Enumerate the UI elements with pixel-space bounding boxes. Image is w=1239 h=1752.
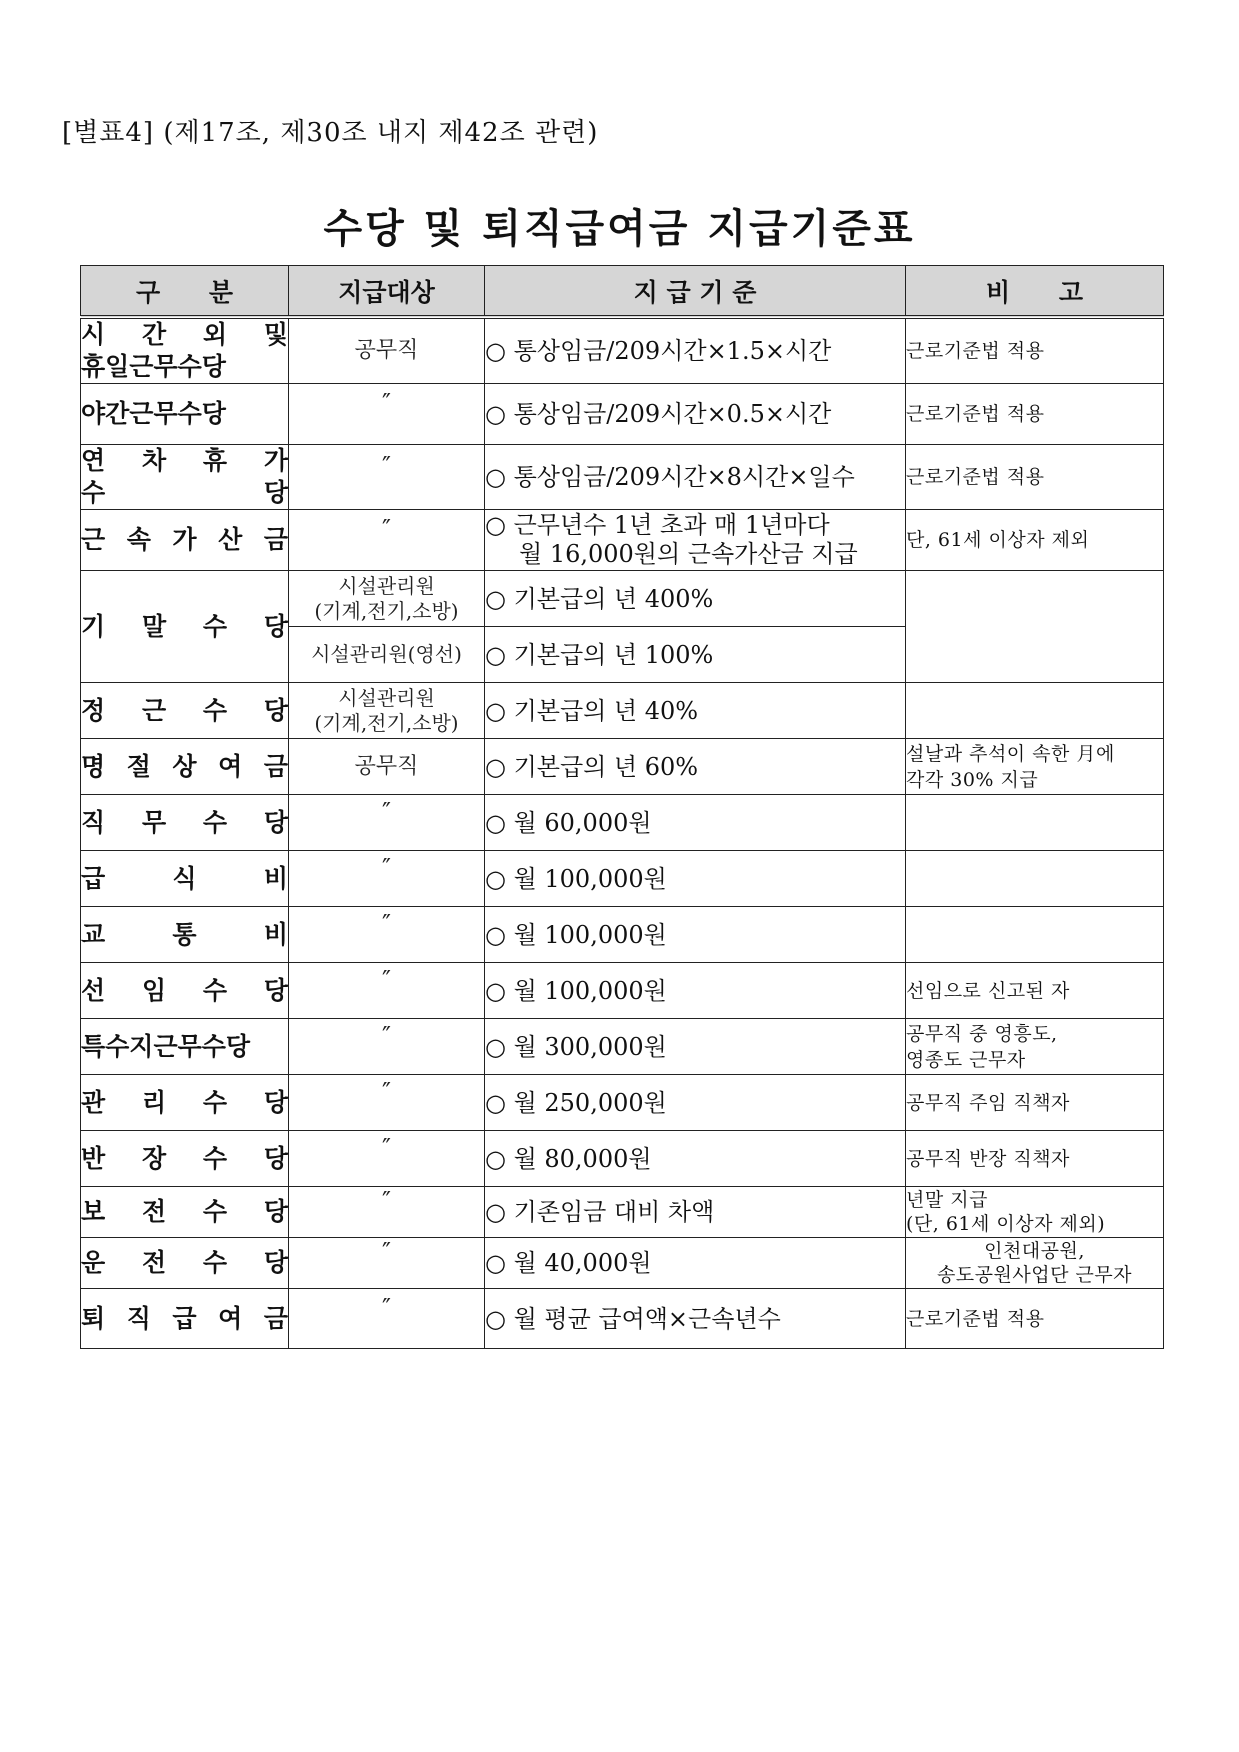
row-note: 근로기준법 적용 xyxy=(906,445,1164,510)
row-category xyxy=(81,1187,289,1238)
standard-line: 월 16,000원의 근속가산금 지급 xyxy=(519,540,858,568)
table-row xyxy=(81,317,1164,384)
table-row xyxy=(81,851,1164,907)
row-standard: ○ 기본급의 년 40% xyxy=(485,683,906,739)
category-line: 급 식 비 xyxy=(81,863,288,893)
row-note xyxy=(906,1187,1164,1238)
header-note: [별표4] (제17조, 제30조 내지 제42조 관련) xyxy=(62,118,599,148)
table-row xyxy=(81,1019,1164,1075)
row-standard: ○ 월 100,000원 xyxy=(485,963,906,1019)
category-line: 관 리 수 당 xyxy=(81,1087,288,1117)
row-note xyxy=(906,1238,1164,1289)
col-header-target: 지급대상 xyxy=(289,266,485,318)
col-header-standard: 지 급 기 준 xyxy=(485,266,906,318)
note-line: 공무직 중 영흥도, xyxy=(906,1022,1058,1045)
row-note: 근로기준법 적용 xyxy=(906,384,1164,445)
row-note xyxy=(906,851,1164,907)
row-category xyxy=(81,317,289,384)
table-row xyxy=(81,795,1164,851)
row-category xyxy=(81,1131,289,1187)
row-category xyxy=(81,1289,289,1349)
target-line: (기계,전기,소방) xyxy=(314,598,459,623)
row-target xyxy=(289,571,485,627)
row-target xyxy=(289,1289,485,1349)
table-row xyxy=(81,1238,1164,1289)
row-target xyxy=(289,851,485,907)
row-standard: ○ 기본급의 년 400% xyxy=(485,571,906,627)
category-line: 연 차 휴 가 xyxy=(81,446,288,475)
row-target xyxy=(289,1131,485,1187)
table-row xyxy=(81,510,1164,571)
row-note xyxy=(906,1019,1164,1075)
note-line: 년말 지급 xyxy=(906,1189,988,1211)
row-target xyxy=(289,683,485,739)
category-line: 근 속 가 산 금 xyxy=(81,525,288,554)
category-line: 직 무 수 당 xyxy=(81,807,288,837)
category-line: 선 임 수 당 xyxy=(81,975,288,1005)
row-target xyxy=(289,510,485,571)
category-line: 교 통 비 xyxy=(81,919,288,949)
row-note xyxy=(906,795,1164,851)
table-row xyxy=(81,963,1164,1019)
note-line: 설날과 추석이 속한 月에 xyxy=(906,742,1115,765)
ditto-mark: ″ xyxy=(382,389,391,417)
document-title: 수당 및 퇴직급여금 지급기준표 xyxy=(323,206,916,252)
row-category xyxy=(81,1238,289,1289)
row-category xyxy=(81,384,289,445)
category-line: 명 절 상 여 금 xyxy=(81,751,288,781)
ditto-mark: ″ xyxy=(382,1187,391,1215)
table-row xyxy=(81,1289,1164,1349)
row-standard: ○ 월 80,000원 xyxy=(485,1131,906,1187)
col-header-note: 비 고 xyxy=(906,266,1164,318)
category-line: 기 말 수 당 xyxy=(81,611,288,641)
row-standard: ○ 통상임금/209시간×0.5×시간 xyxy=(485,384,906,445)
row-standard: ○ 통상임금/209시간×1.5×시간 xyxy=(485,317,906,384)
note-line: (단, 61세 이상자 제외) xyxy=(906,1213,1106,1235)
table-row xyxy=(81,1131,1164,1187)
ditto-mark: ″ xyxy=(382,1293,391,1322)
standard-line: ○ 근무년수 1년 초과 매 1년마다 xyxy=(485,511,830,539)
row-standard: ○ 기본급의 년 100% xyxy=(485,627,906,683)
row-standard: ○ 기존임금 대비 차액 xyxy=(485,1187,906,1238)
note-line: 인천대공원, xyxy=(984,1240,1085,1262)
row-note: 공무직 주임 직책자 xyxy=(906,1075,1164,1131)
note-line: 각각 30% 지급 xyxy=(906,768,1039,791)
ditto-mark: ″ xyxy=(382,1077,391,1106)
category-line: 특수지근무수당 xyxy=(81,1031,251,1061)
row-category xyxy=(81,571,289,683)
row-standard: ○ 월 250,000원 xyxy=(485,1075,906,1131)
row-category xyxy=(81,1019,289,1075)
ditto-mark: ″ xyxy=(382,909,391,938)
row-category xyxy=(81,795,289,851)
category-line: 시 간 외 및 xyxy=(81,320,288,349)
allowance-standard-table xyxy=(80,265,1164,1349)
row-category xyxy=(81,683,289,739)
row-target xyxy=(289,384,485,445)
row-target xyxy=(289,907,485,963)
target-line: (기계,전기,소방) xyxy=(314,710,459,735)
row-target xyxy=(289,795,485,851)
row-target: 공무직 xyxy=(289,739,485,795)
row-note xyxy=(906,907,1164,963)
row-standard: ○ 월 40,000원 xyxy=(485,1238,906,1289)
category-line: 수 당 xyxy=(81,478,288,507)
category-line: 반 장 수 당 xyxy=(81,1143,288,1173)
row-category xyxy=(81,510,289,571)
target-line: 시설관리원 xyxy=(338,685,435,710)
row-standard xyxy=(485,510,906,571)
row-standard: ○ 월 100,000원 xyxy=(485,907,906,963)
row-category xyxy=(81,907,289,963)
row-category xyxy=(81,963,289,1019)
row-target xyxy=(289,1019,485,1075)
row-standard: ○ 월 60,000원 xyxy=(485,795,906,851)
table-row xyxy=(81,907,1164,963)
table-row xyxy=(81,571,1164,627)
ditto-mark: ″ xyxy=(382,1238,391,1266)
row-category xyxy=(81,1075,289,1131)
row-target xyxy=(289,445,485,510)
row-note: 단, 61세 이상자 제외 xyxy=(906,510,1164,571)
col-header-category: 구 분 xyxy=(81,266,289,318)
row-note: 선임으로 신고된 자 xyxy=(906,963,1164,1019)
category-line: 보 전 수 당 xyxy=(81,1197,288,1226)
category-line: 야간근무수당 xyxy=(81,399,226,428)
row-standard: ○ 월 평균 급여액×근속년수 xyxy=(485,1289,906,1349)
row-note xyxy=(906,683,1164,739)
row-standard: ○ 기본급의 년 60% xyxy=(485,739,906,795)
table-row xyxy=(81,445,1164,510)
table-header-row xyxy=(81,266,1164,318)
row-target: 시설관리원(영선) xyxy=(289,627,485,683)
row-category xyxy=(81,851,289,907)
ditto-mark: ″ xyxy=(382,452,391,480)
row-target xyxy=(289,1075,485,1131)
row-note: 근로기준법 적용 xyxy=(906,317,1164,384)
note-line: 영종도 근무자 xyxy=(906,1048,1026,1071)
ditto-mark: ″ xyxy=(382,853,391,882)
row-note xyxy=(906,571,1164,683)
row-target: 공무직 xyxy=(289,317,485,384)
table-row xyxy=(81,1075,1164,1131)
table-row xyxy=(81,739,1164,795)
ditto-mark: ″ xyxy=(382,797,391,826)
ditto-mark: ″ xyxy=(382,1133,391,1162)
row-standard: ○ 월 300,000원 xyxy=(485,1019,906,1075)
row-target xyxy=(289,963,485,1019)
row-category xyxy=(81,739,289,795)
ditto-mark: ″ xyxy=(382,965,391,994)
row-standard: ○ 월 100,000원 xyxy=(485,851,906,907)
target-line: 시설관리원 xyxy=(338,573,435,598)
category-line: 정 근 수 당 xyxy=(81,695,288,725)
category-line: 퇴 직 급 여 금 xyxy=(81,1303,288,1333)
ditto-mark: ″ xyxy=(382,1021,391,1050)
ditto-mark: ″ xyxy=(382,515,391,543)
table-row xyxy=(81,384,1164,445)
row-note: 근로기준법 적용 xyxy=(906,1289,1164,1349)
row-standard: ○ 통상임금/209시간×8시간×일수 xyxy=(485,445,906,510)
row-target xyxy=(289,1187,485,1238)
row-note: 공무직 반장 직책자 xyxy=(906,1131,1164,1187)
table-row xyxy=(81,1187,1164,1238)
category-line: 휴일근무수당 xyxy=(81,352,226,381)
row-target xyxy=(289,1238,485,1289)
note-line: 송도공원사업단 근무자 xyxy=(936,1264,1133,1286)
row-note xyxy=(906,739,1164,795)
table-row xyxy=(81,683,1164,739)
row-category xyxy=(81,445,289,510)
category-line: 운 전 수 당 xyxy=(81,1248,288,1277)
